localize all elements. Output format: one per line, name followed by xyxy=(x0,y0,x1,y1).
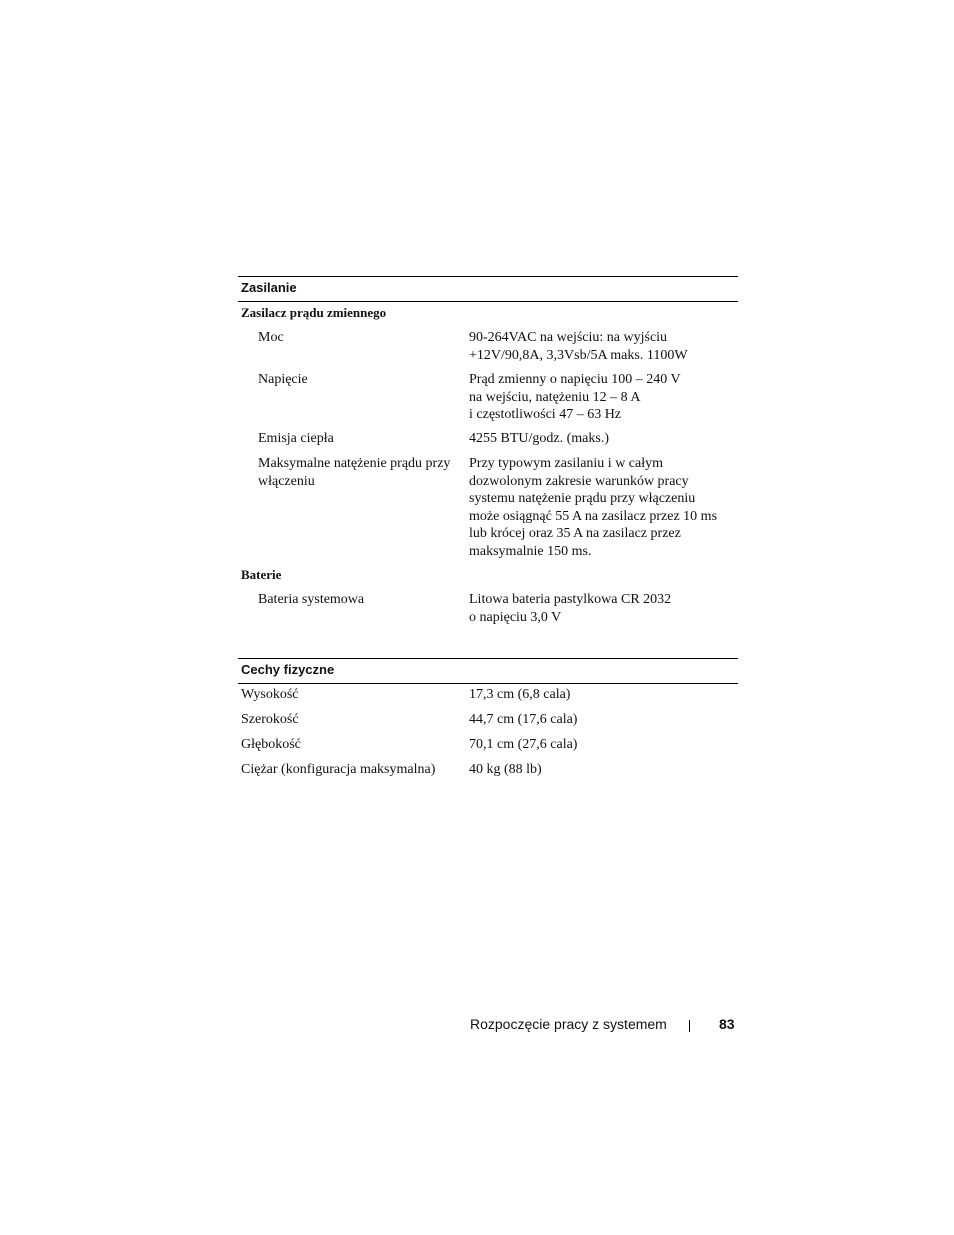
page-footer xyxy=(0,1016,954,1036)
spec-value: 17,3 cm (6,8 cala) xyxy=(469,687,571,702)
physical-section xyxy=(238,658,738,777)
spec-value-line: +12V/90,8A, 3,3Vsb/5A maks. 1100W xyxy=(469,347,688,363)
power-section xyxy=(238,276,738,625)
spec-label: Głębokość xyxy=(241,737,301,752)
spec-value: 44,7 cm (17,6 cala) xyxy=(469,712,578,727)
spec-label: Emisja ciepła xyxy=(258,431,334,446)
spec-label: Napięcie xyxy=(258,372,308,387)
spec-value-line: na wejściu, natężeniu 12 – 8 A xyxy=(469,389,641,405)
spec-label: Szerokość xyxy=(241,712,299,727)
spec-value xyxy=(469,371,731,424)
spec-value-line: systemu natężenie prądu przy włączeniu xyxy=(469,491,696,506)
spec-label: Bateria systemowa xyxy=(258,592,365,607)
spec-value: 40 kg (88 lb) xyxy=(469,762,542,777)
spec-value-line: 90-264VAC na wejściu: na wyjściu xyxy=(469,330,668,345)
spec-value xyxy=(469,591,731,626)
power-heading: Zasilanie xyxy=(238,276,738,302)
spec-value-line: Przy typowym zasilaniu i w całym xyxy=(469,456,664,471)
spec-value-line: Litowa bateria pastylkowa CR 2032 xyxy=(469,592,672,607)
spec-value-line: maksymalnie 150 ms. xyxy=(469,543,592,559)
spec-label xyxy=(258,455,458,490)
spec-value-line: Prąd zmienny o napięciu 100 – 240 V xyxy=(469,372,681,387)
footer-title: Rozpoczęcie pracy z systemem xyxy=(470,1016,667,1032)
spec-value-line: i częstotliwości 47 – 63 Hz xyxy=(469,407,622,422)
spec-value xyxy=(469,329,731,364)
spec-value-line: dozwolonym zakresie warunków pracy xyxy=(469,473,689,489)
spec-value xyxy=(469,455,731,560)
spec-label: Ciężar (konfiguracja maksymalna) xyxy=(241,762,436,777)
spec-value: 70,1 cm (27,6 cala) xyxy=(469,737,578,752)
page-number: 83 xyxy=(719,1016,735,1032)
spec-value-line: o napięciu 3,0 V xyxy=(469,609,562,625)
spec-value-line: może osiągnąć 55 A na zasilacz przez 10 ms xyxy=(469,508,718,524)
physical-heading: Cechy fizyczne xyxy=(238,658,738,684)
spec-label: Moc xyxy=(258,330,284,345)
spec-label-line: Maksymalne natężenie prądu przy xyxy=(258,456,451,471)
spec-value xyxy=(469,430,731,448)
spec-label-line: włączeniu xyxy=(258,473,315,489)
spec-label: Wysokość xyxy=(241,687,299,702)
spec-value-line: lub krócej oraz 35 A na zasilacz przez xyxy=(469,526,681,541)
battery-heading: Baterie xyxy=(241,567,282,582)
ac-supply-heading: Zasilacz prądu zmiennego xyxy=(241,305,387,320)
spec-value-line: 4255 BTU/godz. (maks.) xyxy=(469,431,609,446)
footer-separator xyxy=(689,1020,690,1032)
